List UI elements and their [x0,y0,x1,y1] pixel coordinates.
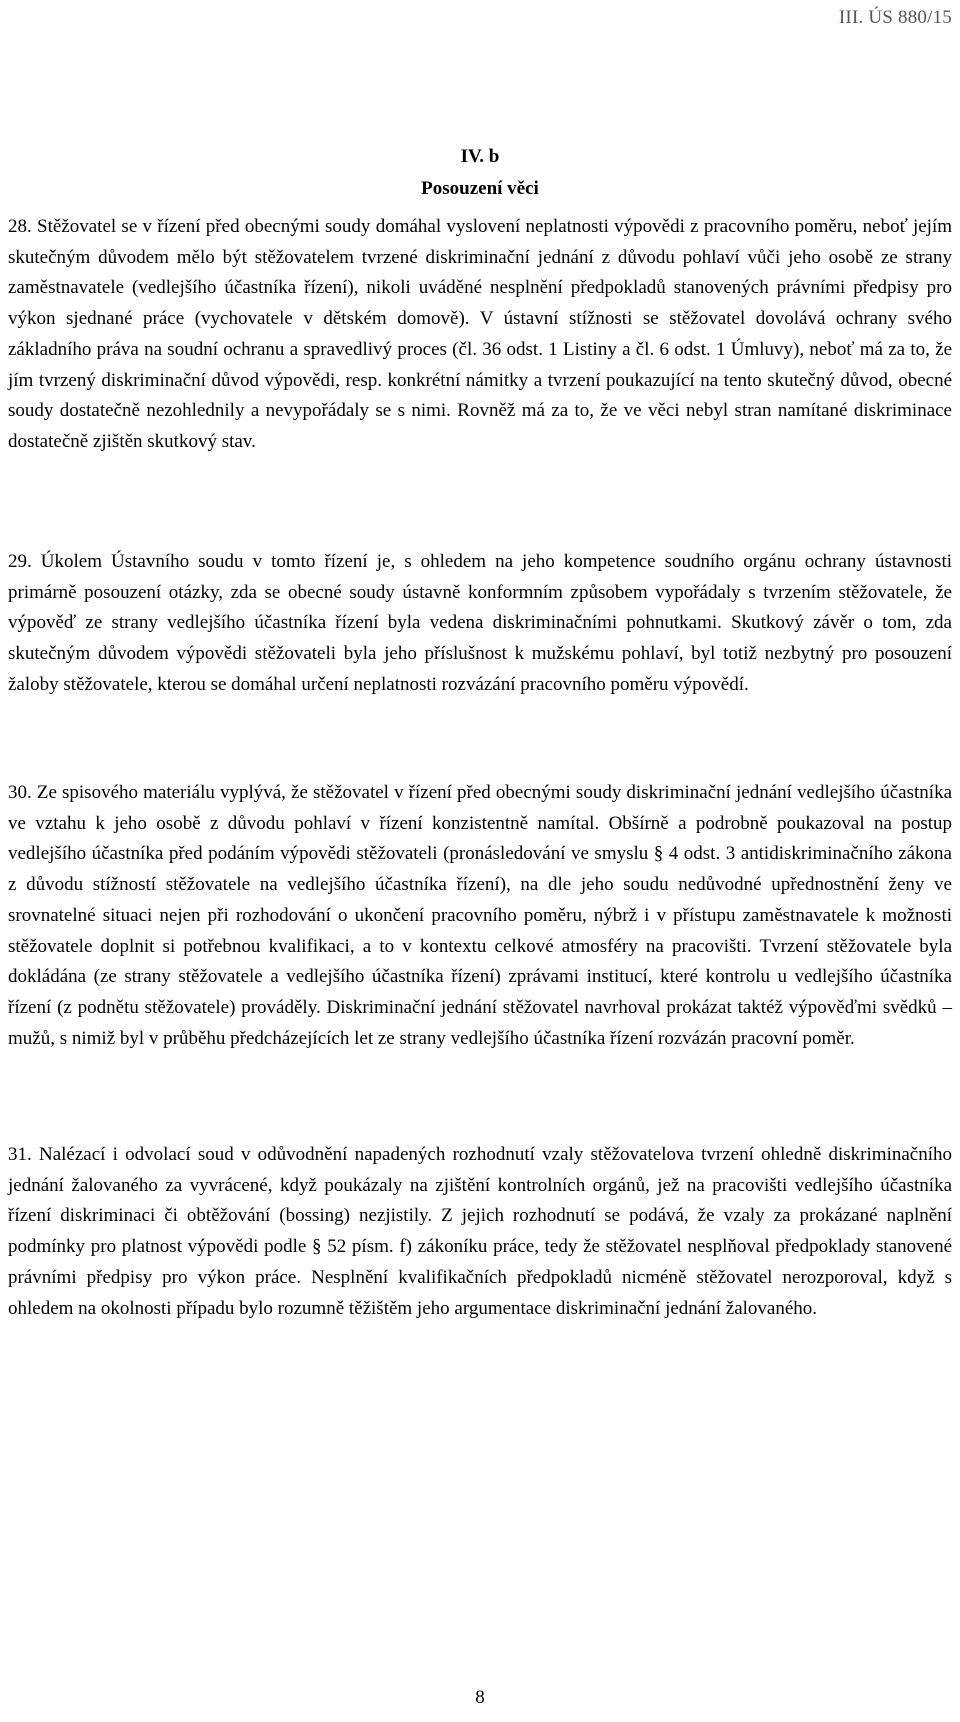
paragraph-text: Úkolem Ústavního soudu v tomto řízení je, s ohledem na jeho kompetence soudního orgánu ochrany ústavnosti primárně posouzení otázky, zda se obecné soudy ústavně konformním způsobem vypořádaly s tvrzením stěžovatele, že výpověď ze strany vedlejšího účastníka řízení byla vedena diskriminačními pohnutkami. Skutkový závěr o tom, zda skutečným důvodem výpovědi stěžovateli byla jeho příslušnost k mužskému pohlaví, byl totiž nezbytný pro posouzení žaloby stěžovatele, kterou se domáhal určení neplatnosti rozvázání pracovního poměru výpovědí. [8,551,953,695]
section-number: IV. b [460,146,500,167]
paragraph-30 [8,778,952,1054]
paragraph-number: 28. [8,216,32,237]
paragraph-text: Ze spisového materiálu vyplývá, že stěžovatel v řízení před obecnými soudy diskriminační jednání vedlejšího účastníka ve vztahu k jeho osobě z důvodu pohlaví v řízení konzistentně namítal. Obšírně a podrobně poukazoval na postup vedlejšího účastníka před podáním výpovědi stěžovateli (pronásledování ve smyslu § 4 odst. 3 antidiskriminačního zákona z důvodu stížností stěžovatele na vedlejšího účastníka řízení), na dle jeho soudu nedůvodné upřednostnění ženy ve srovnatelné situaci nejen při rozhodování o ukončení pracovního poměru, nýbrž i v přístupu zaměstnavatele k možnosti stěžovatele doplnit si potřebnou kvalifikaci, a to v kontextu celkové atmosféry na pracovišti. Tvrzení stěžovatele byla dokládána (ze strany stěžovatele a vedlejšího účastníka řízení) zprávami institucí, které kontrolu u vedlejšího účastníka řízení (z podnětu stěžovatele) prováděly. Diskriminační jednání stěžovatel navrhoval prokázat taktéž výpověďmi svědků – mužů, s nimiž byl v průběhu předcházejících let ze strany vedlejšího účastníka řízení rozvázán pracovní poměr. [8,782,953,1049]
paragraph-31 [8,1140,952,1324]
section-title: Posouzení věci [421,178,539,199]
paragraph-28 [8,212,952,458]
paragraph-text: Nalézací i odvolací soud v odůvodnění napadených rozhodnutí vzaly stěžovatelova tvrzení ohledně diskriminačního jednání žalovaného za vyvrácené, když poukázaly na zjištění kontrolních orgánů, jež na pracovišti vedlejšího účastníka řízení diskriminaci či obtěžování (bossing) nezjistily. Z jejich rozhodnutí se podává, že vzaly za prokázané naplnění podmínky pro platnost výpovědi podle § 52 písm. f) zákoníku práce, tedy že stěžovatel nesplňoval předpoklady stanovené právními předpisy pro výkon práce. Nesplnění kvalifikačních předpokladů nicméně stěžovatel nerozporoval, když s ohledem na okolnosti případu bylo rozumně těžištěm jeho argumentace diskriminační jednání žalovaného. [8,1144,952,1319]
page-number: 8 [475,1687,485,1708]
paragraph-29 [8,547,952,701]
case-number-header: III. ÚS 880/15 [838,7,952,28]
paragraph-number: 29. [8,551,32,572]
paragraph-text: Stěžovatel se v řízení před obecnými soudy domáhal vyslovení neplatnosti výpovědi z pracovního poměru, neboť jejím skutečným důvodem mělo být stěžovatelem tvrzené diskriminační jednání z důvodu pohlaví vůči jeho osobě ze strany zaměstnavatele (vedlejšího účastníka řízení), nikoli uváděné nesplnění předpokladů stanovených právními předpisy pro výkon sjednané práce (vychovatele v dětském domově). V ústavní stížnosti se stěžovatel dovolává ochrany svého základního práva na soudní ochranu a spravedlivý proces (čl. 36 odst. 1 Listiny a čl. 6 odst. 1 Úmluvy), neboť má za to, že jím tvrzený diskriminační důvod výpovědi, resp. konkrétní námitky a tvrzení poukazující na tento skutečný důvod, obecné soudy dostatečně nezohlednily a nevypořádaly se s nimi. Rovněž má za to, že ve věci nebyl stran namítané diskriminace dostatečně zjištěn skutkový stav. [8,216,953,452]
paragraph-number: 31. [8,1144,32,1165]
paragraph-number: 30. [8,782,32,803]
